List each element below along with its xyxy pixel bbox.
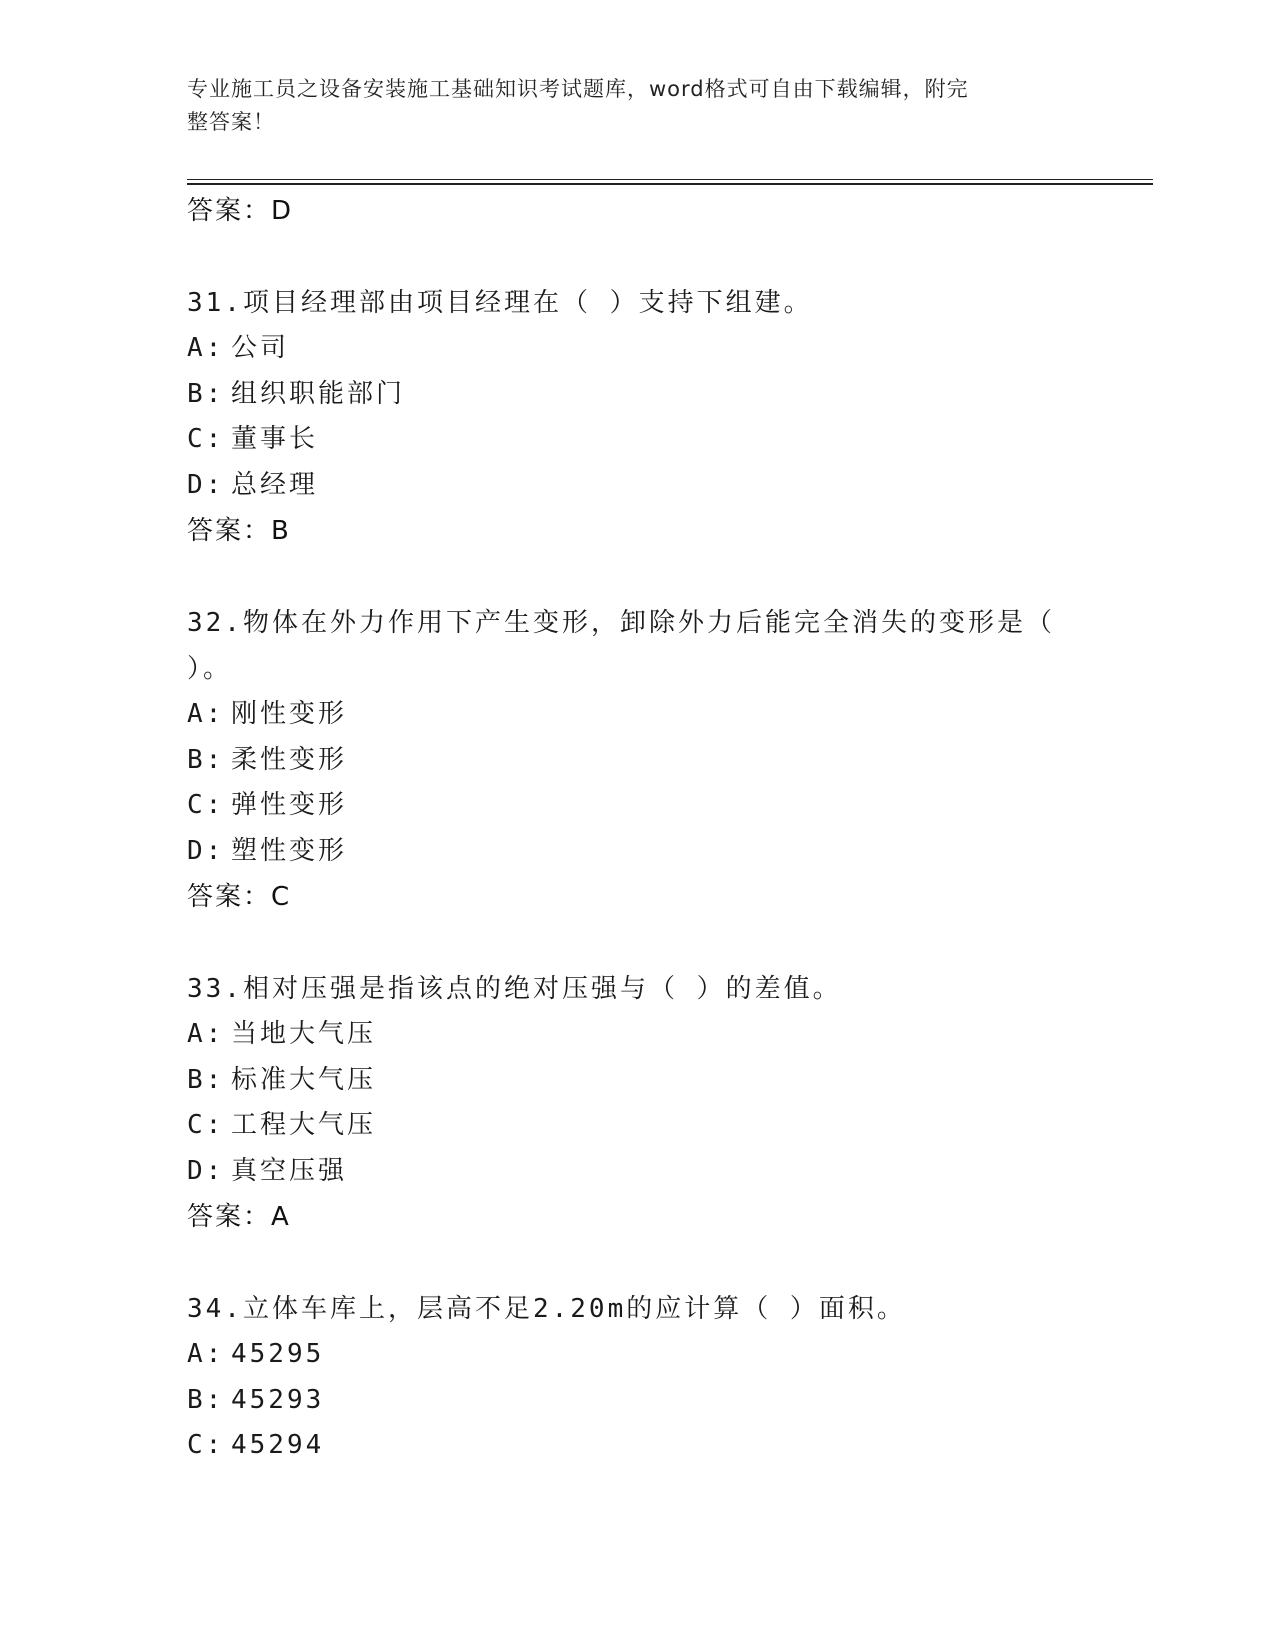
option-text: 塑性变形 [231, 835, 348, 866]
option-letter: C: [187, 1430, 225, 1460]
question-text-continued: ）。 [187, 654, 233, 684]
option-letter: B: [187, 1384, 225, 1415]
option-text: 董事长 [231, 424, 319, 454]
header-line-2: 整答案！ [187, 110, 275, 134]
option-letter: C: [187, 790, 225, 820]
option-letter: A: [187, 1019, 225, 1049]
question-text: 34.立体车库上，层高不足2.20m的应计算（ ）面积。 [187, 1294, 906, 1324]
option-text: 标准大气压 [231, 1064, 377, 1095]
option-letter: B: [187, 378, 225, 409]
option-letter: D: [187, 469, 225, 500]
question-block [187, 966, 1087, 1240]
option-letter: B: [187, 744, 225, 775]
header-divider-bottom [187, 183, 1153, 185]
option-c [187, 1423, 1087, 1469]
option-text: 柔性变形 [231, 744, 348, 775]
option-a [187, 1332, 1087, 1378]
question-block [187, 1286, 1087, 1469]
option-d [187, 1149, 1087, 1195]
option-text: 总经理 [231, 469, 319, 500]
option-text: 45294 [231, 1430, 325, 1460]
spacer [187, 554, 1087, 600]
option-d [187, 463, 1087, 509]
spacer [187, 234, 1087, 280]
question-text: 32.物体在外力作用下产生变形，卸除外力后能完全消失的变形是（ [187, 608, 1055, 638]
question-block [187, 600, 1087, 920]
option-letter: D: [187, 835, 225, 866]
option-d [187, 829, 1087, 875]
option-letter: A: [187, 699, 225, 729]
header-divider-top [187, 179, 1153, 180]
option-text: 当地大气压 [231, 1019, 377, 1049]
option-text: 弹性变形 [231, 790, 348, 820]
option-letter: A: [187, 1339, 225, 1369]
option-b [187, 1378, 1087, 1424]
option-letter: C: [187, 424, 225, 454]
question-text: 33.相对压强是指该点的绝对压强与（ ）的差值。 [187, 974, 842, 1004]
option-text: 45293 [231, 1384, 325, 1415]
option-c [187, 1103, 1087, 1149]
option-text: 公司 [231, 333, 290, 363]
option-a [187, 692, 1087, 738]
option-letter: B: [187, 1064, 225, 1095]
option-c [187, 783, 1087, 829]
option-b [187, 1058, 1087, 1104]
spacer [187, 920, 1087, 966]
answer-line: 答案：D [187, 196, 294, 226]
header-line-1: 专业施工员之设备安装施工基础知识考试题库，word格式可自由下载编辑，附完 [187, 77, 969, 101]
answer-line: 答案：A [187, 1202, 291, 1232]
option-letter: D: [187, 1155, 225, 1186]
spacer [187, 1240, 1087, 1286]
option-text: 组织职能部门 [231, 378, 406, 409]
option-text: 真空压强 [231, 1155, 348, 1186]
document-header [187, 73, 1067, 139]
option-letter: C: [187, 1110, 225, 1140]
question-block [187, 280, 1087, 554]
answer-line: 答案：C [187, 882, 292, 912]
question-text: 31.项目经理部由项目经理在（ ）支持下组建。 [187, 288, 813, 318]
option-a [187, 1012, 1087, 1058]
option-a [187, 326, 1087, 372]
option-c [187, 417, 1087, 463]
option-text: 刚性变形 [231, 699, 348, 729]
answer-line: 答案：B [187, 516, 291, 546]
option-b [187, 372, 1087, 418]
option-text: 45295 [231, 1339, 325, 1369]
option-text: 工程大气压 [231, 1110, 377, 1140]
option-letter: A: [187, 333, 225, 363]
option-b [187, 738, 1087, 784]
question-list [187, 188, 1087, 1469]
